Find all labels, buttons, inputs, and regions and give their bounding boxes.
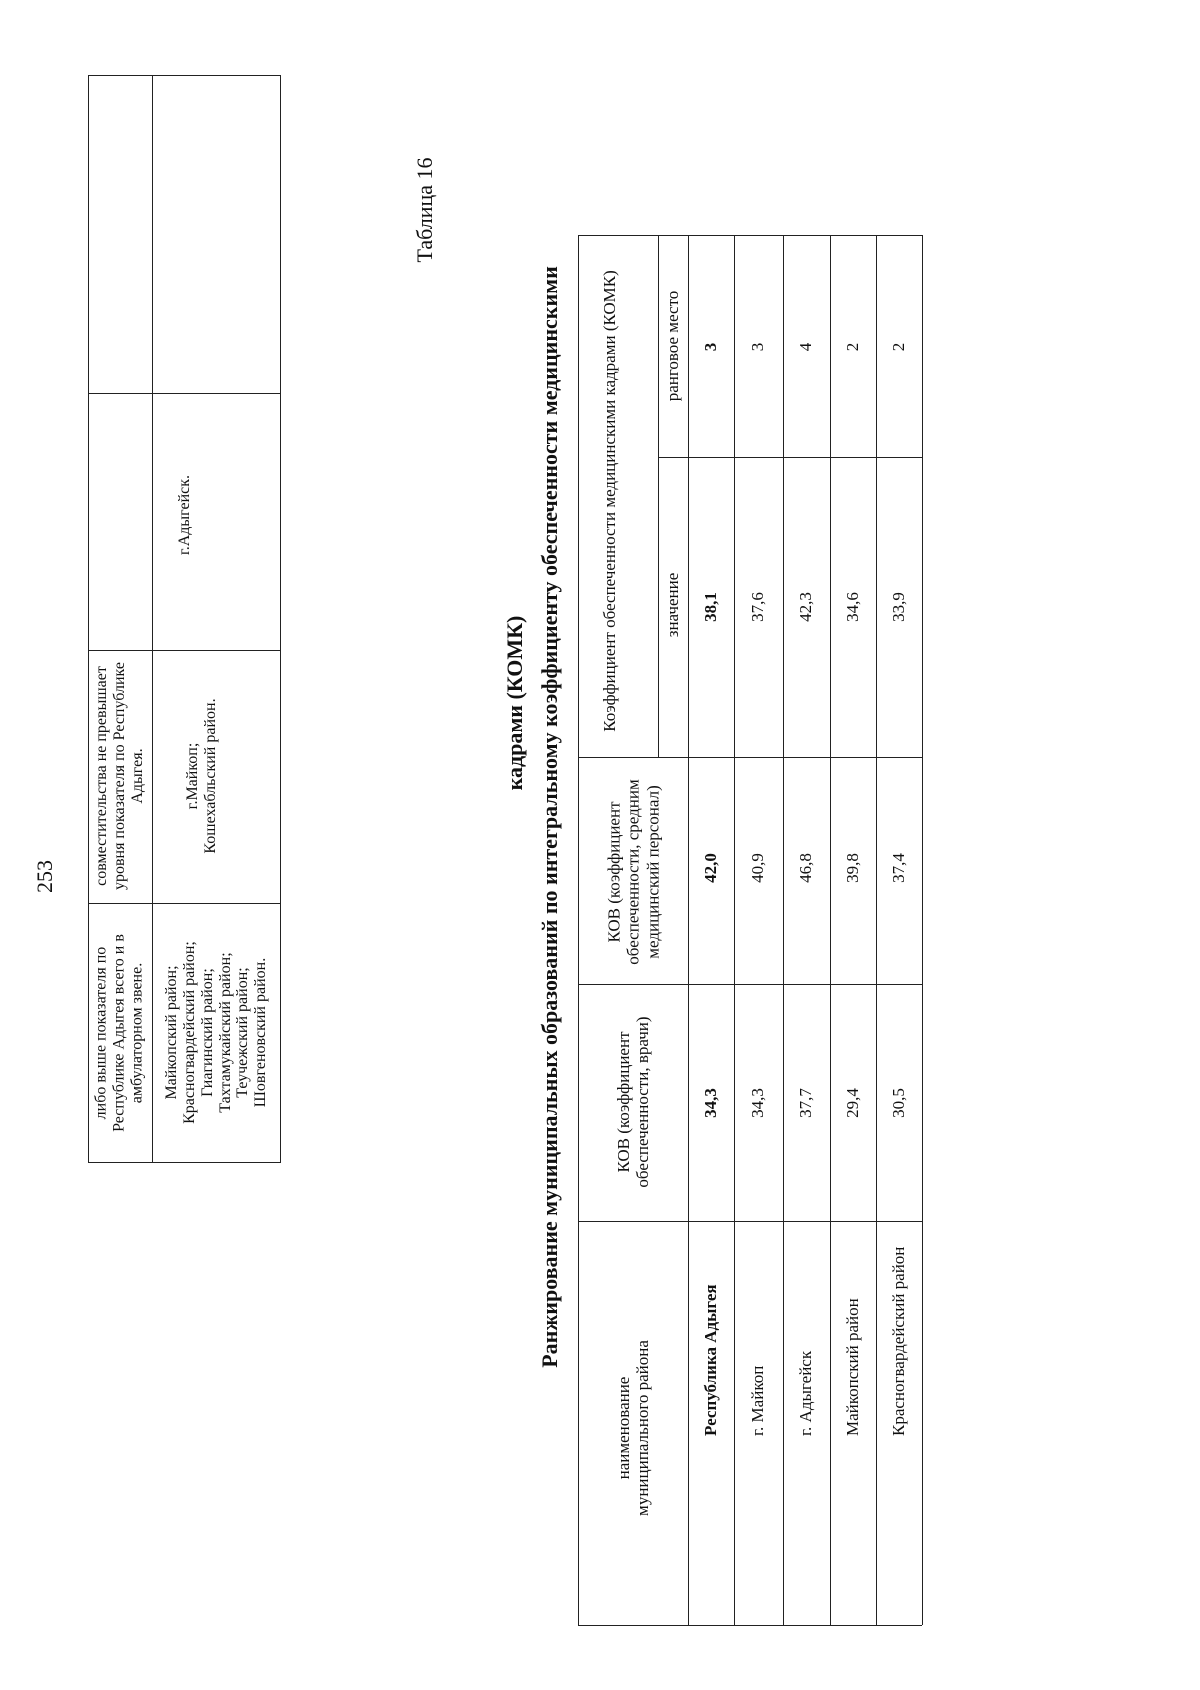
upper-col2-body <box>154 905 279 1160</box>
page-number: 253 <box>32 860 57 893</box>
upper-col2-line: Майкопский район; <box>162 965 180 1100</box>
row-rank: 4 <box>796 342 816 352</box>
upper-col2-line: Теучежский район; <box>234 967 252 1098</box>
row-kov-doctors: 34,3 <box>748 1088 768 1118</box>
upper-col2-line: Красногвардейский район; <box>180 941 198 1124</box>
row-name: г. Адыгейск <box>796 1350 816 1436</box>
header-rank: ранговое место <box>663 290 683 402</box>
upper-col4-value: г.Адыгейск. <box>176 474 194 556</box>
header-kov-nurses: КОВ (коэффициент обеспеченности, средним медицинский персонал) <box>604 779 663 965</box>
row-rank: 3 <box>748 342 768 352</box>
table-title-line2: кадрами (КОМК) <box>502 615 527 791</box>
row-name: Красногвардейский район <box>889 1246 909 1436</box>
table-title-line1: Ранжирование муниципальных образований по интегральному коэффициенту обеспеченности медицинскими <box>537 266 562 1368</box>
upper-col2-line: Гиагинский район; <box>198 968 216 1097</box>
row-value: 42,3 <box>796 592 816 622</box>
row-value: 33,9 <box>889 592 909 622</box>
row-value: 37,6 <box>748 592 768 622</box>
upper-col2-line: Шовгеновский район. <box>252 957 270 1108</box>
row-name: Майкопский район <box>843 1298 863 1436</box>
header-value: значение <box>663 572 683 638</box>
header-kov-doctors: КОВ (коэффициент обеспеченности, врачи) <box>613 1016 652 1188</box>
header-komk: Коэффициент обеспеченности медицинскими кадрами (КОМК) <box>600 270 620 732</box>
row-name: Республика Адыгея <box>701 1284 721 1436</box>
row-value: 38,1 <box>701 592 721 622</box>
table-caption: Таблица 16 <box>412 157 437 263</box>
row-kov-doctors: 29,4 <box>843 1088 863 1118</box>
row-rank: 3 <box>701 342 721 352</box>
row-kov-doctors: 37,7 <box>796 1088 816 1118</box>
upper-col3-body <box>184 651 246 901</box>
row-kov-doctors: 34,3 <box>701 1088 721 1118</box>
upper-col3-line: Кошехабльский район. <box>201 698 219 854</box>
row-kov-doctors: 30,5 <box>889 1088 909 1118</box>
upper-col3-line: г.Майкоп; <box>184 742 201 810</box>
row-name: г. Майкоп <box>748 1365 768 1436</box>
upper-col2-header: либо выше показателя по Республике Адыгея всего и в амбулаторном звене. <box>92 934 146 1132</box>
row-value: 34,6 <box>843 592 863 622</box>
upper-col3-header: совместительства не превышает уровня показателя по Республике Адыгея. <box>93 661 146 891</box>
row-kov-nurses: 42,0 <box>701 853 721 883</box>
row-kov-nurses: 46,8 <box>796 853 816 883</box>
header-name: наименование муниципального района <box>613 1340 652 1516</box>
row-kov-nurses: 39,8 <box>843 853 863 883</box>
row-rank: 2 <box>843 342 863 352</box>
upper-col2-line: Тахтамукайский район; <box>216 952 234 1113</box>
row-rank: 2 <box>889 342 909 352</box>
row-kov-nurses: 40,9 <box>748 853 768 883</box>
row-kov-nurses: 37,4 <box>889 853 909 883</box>
